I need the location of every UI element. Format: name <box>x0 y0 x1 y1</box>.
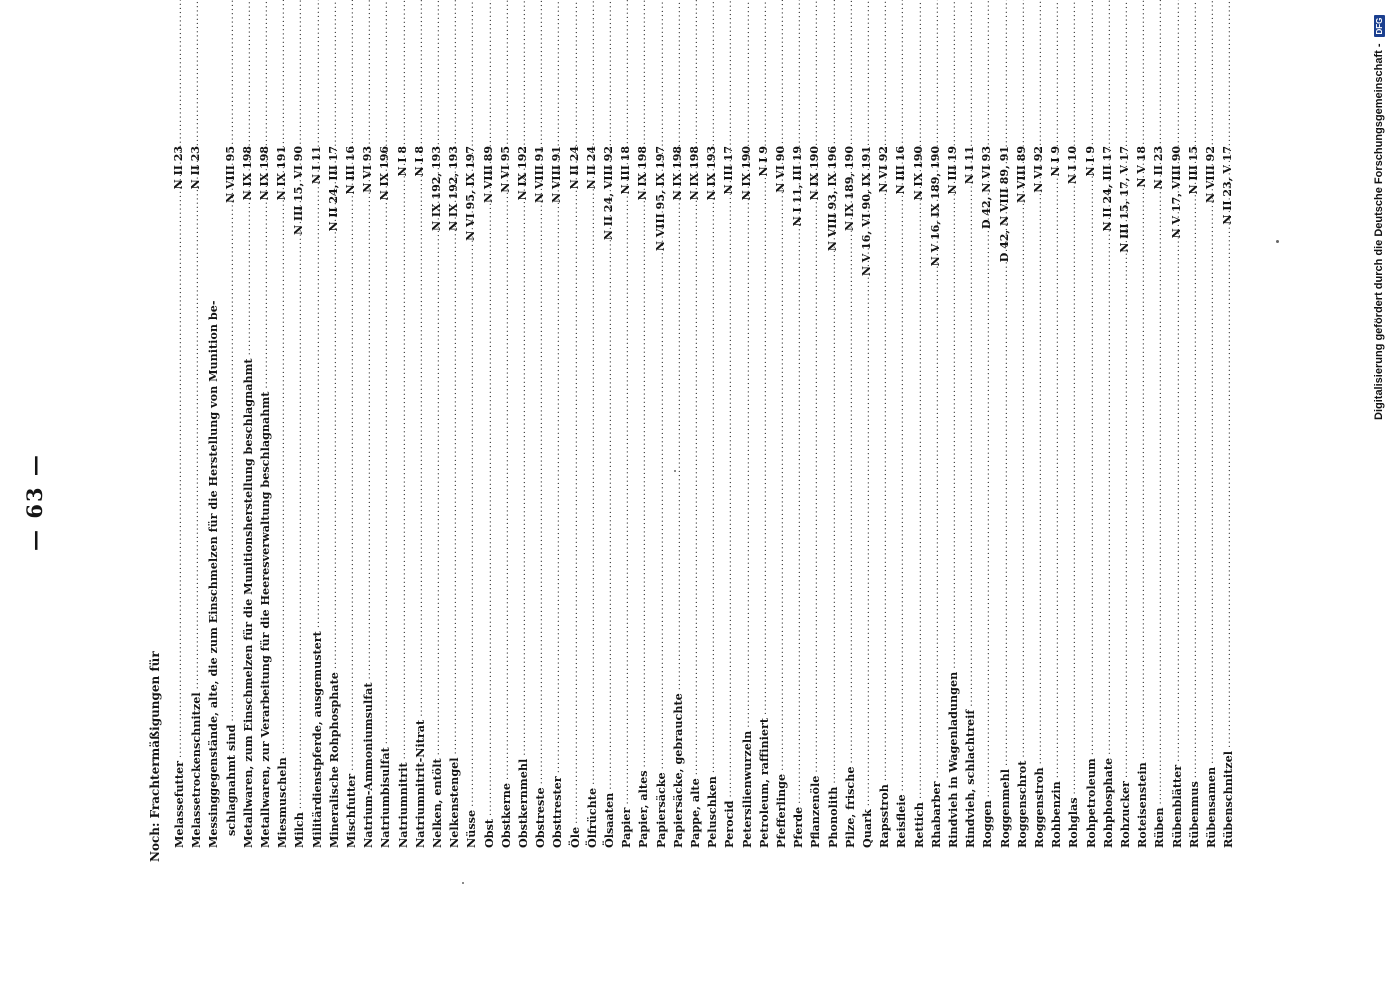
section-heading: Noch: Frachtermäßigungen für <box>148 651 162 862</box>
entry-reference: N II 24, III 17 <box>1100 146 1114 232</box>
entry-reference: N VIII 92 <box>1204 146 1217 203</box>
leader-dots <box>344 297 358 771</box>
entry-label: Phonolith <box>825 786 840 848</box>
leader-dots <box>1135 297 1149 759</box>
entry-reference: N II 23, V 17 <box>1221 146 1235 225</box>
entry-reference: N VI 93 <box>361 146 375 193</box>
leader-dots <box>705 297 719 773</box>
entry-reference: N II 24 <box>584 146 598 190</box>
entry-label: Roggen <box>980 800 995 848</box>
leader-dots <box>774 297 788 771</box>
leader-dots <box>1170 297 1184 762</box>
index-entry <box>1219 142 1235 848</box>
index-entry <box>256 142 272 848</box>
entry-label: Rhabarber <box>928 781 943 848</box>
leader-dots <box>980 297 994 797</box>
entry-reference: N VIII 89 <box>1014 146 1028 203</box>
index-entry <box>686 142 702 848</box>
leader-dots <box>826 297 840 784</box>
entry-reference: N VI 92 <box>877 146 891 193</box>
leader-dots <box>499 297 513 780</box>
index-entries <box>140 142 1280 862</box>
entry-label: Rübenmus <box>1186 781 1201 848</box>
entry-label: Papier <box>619 807 634 848</box>
rotated-page <box>22 142 1280 862</box>
entry-reference: N IX 198 <box>240 146 254 201</box>
entry-label: Obstkernmehl <box>516 758 530 848</box>
leader-dots <box>688 297 702 775</box>
entry-reference: N I 11 <box>309 146 323 185</box>
index-entry <box>669 142 685 848</box>
leader-dots <box>1152 297 1166 804</box>
index-entry <box>858 142 874 848</box>
index-entry <box>703 142 719 848</box>
index-entry <box>617 142 633 848</box>
entry-reference: N I 10 <box>1066 146 1080 185</box>
entry-label: Ölsaaten <box>602 792 616 848</box>
index-entry <box>1099 142 1115 848</box>
entry-reference: N VIII 93, IX 196 <box>825 146 839 252</box>
index-entry <box>652 142 668 848</box>
entry-reference: N V 16, VI 90, IX 191 <box>860 146 873 277</box>
index-entry <box>1082 142 1098 848</box>
leader-dots <box>464 297 478 807</box>
entry-reference: N VIII 95 <box>223 146 237 203</box>
entry-reference: N IX 189, 190 <box>842 146 856 231</box>
entry-label: Obstreste <box>533 787 548 848</box>
entry-reference: N II 24, III 17 <box>326 146 340 232</box>
entry-reference: N VIII 89 <box>481 146 495 203</box>
entry-label: Melassefutter <box>172 760 186 848</box>
index-entry <box>583 142 599 848</box>
index-entry <box>1030 142 1046 848</box>
entry-reference: N III 17 <box>722 146 736 195</box>
index-entry <box>394 142 410 848</box>
leader-dots <box>602 297 616 790</box>
entry-reference: N II 23 <box>172 146 185 190</box>
page-number: — 63 — <box>22 453 47 551</box>
leader-dots <box>654 297 668 769</box>
leader-dots <box>327 297 341 669</box>
entry-label: Natriumnitrit-Nitrat <box>412 719 427 848</box>
index-entry <box>1013 142 1029 848</box>
leader-dots <box>808 297 822 773</box>
entry-reference: N II 24 <box>567 146 581 190</box>
leader-dots <box>224 298 238 722</box>
entry-label: Petersilienwurzeln <box>739 730 754 848</box>
entry-reference: N IX 190 <box>911 146 925 201</box>
entry-reference: N I 8 <box>395 146 409 177</box>
entry-reference: N IX 192, 193 <box>430 146 443 231</box>
entry-label: Natriumnitrit <box>395 762 410 848</box>
index-entry <box>239 142 255 848</box>
index-entry <box>996 142 1012 848</box>
leader-dots <box>1015 297 1029 758</box>
entry-reference: N II 23 <box>189 146 203 190</box>
entry-label: Roggenmehl <box>997 769 1012 848</box>
index-entry <box>462 142 478 848</box>
index-entry <box>308 142 324 848</box>
entry-reference: D 42, N VI 93 <box>980 146 994 230</box>
leader-dots <box>585 297 599 785</box>
entry-label: Rettich <box>911 802 926 848</box>
index-entry <box>772 142 788 848</box>
entry-label: Metallwaren, zur Verarbeitung für die Heeresverwaltung beschlagnahmt <box>258 391 272 848</box>
entry-reference: N IX 190 <box>739 146 753 201</box>
index-entry <box>1185 142 1201 848</box>
entry-label: Rüben <box>1152 807 1167 848</box>
entry-reference: N VI 92 <box>1032 146 1045 193</box>
index-entry <box>376 142 392 848</box>
index-entry <box>170 142 186 848</box>
leader-dots <box>482 297 496 816</box>
entry-label: Nelkenstengel <box>447 757 462 848</box>
leader-dots <box>172 297 186 758</box>
leader-dots <box>1204 297 1218 764</box>
entry-label: Pilze, frische <box>842 766 857 848</box>
entry-reference: N V 18 <box>1135 146 1149 188</box>
index-entry <box>944 142 960 848</box>
index-entry <box>1116 142 1132 848</box>
index-entry <box>600 142 616 848</box>
entry-reference: N IX 198 <box>670 146 684 201</box>
entry-reference: N I 9 <box>1049 146 1063 177</box>
index-entry <box>480 142 496 848</box>
entry-reference: N I 9 <box>756 146 770 177</box>
entry-label: Messinggegenstände, alte, die zum Einschmelzen für die Herstellung von Munition be- <box>206 300 221 848</box>
leader-dots <box>1187 297 1201 778</box>
entry-reference: N IX 192 <box>516 146 529 201</box>
index-entry <box>738 142 754 848</box>
index-entry <box>1150 142 1166 848</box>
index-entry <box>910 142 926 848</box>
entry-label: Obst <box>481 818 496 848</box>
index-entry <box>1202 142 1218 848</box>
entry-label: Obsttrester <box>550 776 565 848</box>
entry-reference: N IX 193 <box>705 146 719 201</box>
entry-label: Rübensamen <box>1204 766 1218 848</box>
dfg-logo: DFG <box>1374 15 1385 38</box>
index-entry <box>892 142 908 848</box>
entry-label: Petroleum, raffiniert <box>756 717 771 848</box>
leader-dots <box>636 297 650 767</box>
entry-label: schlagnahmt sind <box>223 724 238 836</box>
entry-label: Miesmuscheln <box>275 757 290 848</box>
entry-reference: N III 15, VI 90 <box>292 146 306 235</box>
entry-label: Ölfrüchte <box>584 787 599 848</box>
print-speck <box>1276 240 1279 243</box>
leader-dots <box>1084 297 1098 755</box>
leader-dots <box>894 297 908 791</box>
index-entry <box>789 142 805 848</box>
entry-label: Nelken, entölt <box>430 758 444 848</box>
leader-dots <box>1118 297 1132 778</box>
entry-reference: N IX 198 <box>688 146 701 201</box>
leader-dots <box>1032 297 1046 764</box>
index-entry <box>273 142 289 848</box>
leader-dots <box>258 297 272 389</box>
entry-label: Milch <box>292 812 307 848</box>
leader-dots <box>998 297 1012 766</box>
entry-reference: N III 16 <box>894 146 908 195</box>
entry-label: Quark <box>860 809 874 848</box>
entry-label: Roggenschrot <box>1014 760 1029 848</box>
leader-dots <box>292 297 306 809</box>
leader-dots <box>912 297 926 799</box>
leader-dots <box>413 297 427 717</box>
entry-reference: N VIII 91 <box>550 146 564 203</box>
entry-reference: N VIII 91 <box>533 146 547 203</box>
index-entry <box>566 142 582 848</box>
leader-dots <box>533 297 547 784</box>
index-entry <box>1133 142 1149 848</box>
index-entry <box>411 142 427 848</box>
index-entry <box>824 142 840 848</box>
entry-reference: N I 9 <box>1083 146 1097 177</box>
index-entry <box>204 142 220 848</box>
index-entry <box>514 142 530 848</box>
entry-label: Rohbenzin <box>1049 781 1064 848</box>
print-speck <box>462 882 464 884</box>
entry-reference: N III 18 <box>619 146 633 195</box>
entry-label: Rübenschnitzel <box>1221 750 1236 848</box>
leader-dots <box>1221 297 1235 748</box>
leader-dots <box>275 297 289 754</box>
print-speck <box>674 470 676 472</box>
entry-reference: N IX 190 <box>808 146 822 201</box>
leader-dots <box>619 297 633 805</box>
entry-label: Rohglas <box>1066 797 1081 848</box>
leader-dots <box>963 297 977 707</box>
leader-dots <box>568 297 582 824</box>
entry-reference: N III 15, 17, V 17 <box>1118 146 1131 253</box>
leader-dots <box>241 297 255 355</box>
entry-label: Papiersäcke <box>653 772 668 848</box>
entry-reference: N VI 95, IX 197 <box>464 146 478 241</box>
entry-label: Pferde <box>791 806 806 848</box>
index-entry <box>634 142 650 848</box>
index-entry <box>445 142 461 848</box>
entry-label: Pflanzenöle <box>808 775 823 848</box>
index-entry <box>1168 142 1184 848</box>
entry-reference: N V 17, VIII 90 <box>1169 146 1183 239</box>
index-entry <box>290 142 306 848</box>
entry-reference: N III 19 <box>946 146 959 195</box>
entry-label: Pfefferlinge <box>774 773 788 848</box>
entry-label: Perocid <box>722 800 737 848</box>
leader-dots <box>671 297 685 690</box>
index-entry <box>531 142 547 848</box>
entry-reference: N II 24, VIII 92 <box>602 146 615 241</box>
index-entry <box>359 142 375 848</box>
entry-label: Rindvieh in Wagenladungen <box>946 671 960 848</box>
leader-dots <box>310 297 324 628</box>
leader-dots <box>550 297 564 773</box>
entry-label: Obstkerne <box>498 782 513 848</box>
leader-dots <box>1049 297 1063 778</box>
attribution-text: Digitalisierung gefördert durch die Deutsche Forschungsgemeinschaft - <box>1373 43 1385 420</box>
entry-label: Metallwaren, zum Einschmelzen für die Munitionsherstellung beschlagnahmt <box>240 358 255 848</box>
entry-label: Rindvieh, schlachtreif <box>963 709 978 848</box>
leader-dots <box>877 297 891 781</box>
entry-label: Natriumbisulfat <box>378 747 393 848</box>
index-entry <box>755 142 771 848</box>
leader-dots <box>378 297 392 744</box>
leader-dots <box>447 297 461 754</box>
leader-dots <box>722 297 736 798</box>
entry-reference: N II 23 <box>1152 146 1166 190</box>
index-entry <box>428 142 444 848</box>
index-entry <box>325 142 341 848</box>
entry-label: Nüsse <box>464 809 479 848</box>
index-entry <box>548 142 564 848</box>
entry-reference: N IX 191 <box>275 146 289 201</box>
leader-dots <box>1066 297 1080 794</box>
entry-label: Militärdienstpferde, ausgemustert <box>309 631 324 848</box>
entry-reference: N VI 90 <box>774 146 787 193</box>
leader-dots <box>740 297 754 728</box>
entry-label: Roggenstroh <box>1032 767 1046 848</box>
index-entry <box>187 142 203 848</box>
entry-label: Pappe, alte <box>688 778 702 848</box>
index-entry <box>927 142 943 848</box>
entry-label: Mischfutter <box>344 773 358 848</box>
entry-reference: N IX 192, 193 <box>447 146 461 231</box>
entry-reference: N V 16, IX 189, 190 <box>928 146 942 267</box>
entry-reference: N VI 95 <box>498 146 512 193</box>
index-entry <box>1047 142 1063 848</box>
leader-dots <box>396 297 410 759</box>
entry-reference: N I 11, III 19 <box>791 146 805 227</box>
index-entry <box>875 142 891 848</box>
entry-reference: N I 11 <box>963 146 977 185</box>
entry-reference: N IX 198 <box>258 146 271 201</box>
entry-label: Rohphosphate <box>1100 757 1115 848</box>
leader-dots <box>860 297 874 806</box>
entry-label: Reisfleie <box>894 794 909 848</box>
entry-label: Rohzucker <box>1118 781 1132 848</box>
leader-dots <box>929 297 943 779</box>
entry-reference: N I 8 <box>412 146 426 177</box>
index-entry <box>978 142 994 848</box>
entry-reference: N IX 198 <box>636 146 650 201</box>
index-entry <box>841 142 857 848</box>
entry-label: Natrium-Ammoniumsulfat <box>361 682 376 848</box>
entry-label: Peluschken <box>705 776 720 848</box>
leader-dots <box>791 297 805 804</box>
leader-dots <box>757 297 771 715</box>
index-entry <box>806 142 822 848</box>
leader-dots <box>361 298 375 680</box>
entry-reference: N VIII 95, IX 197 <box>653 146 667 252</box>
entry-label: Öle <box>567 826 582 848</box>
index-entry <box>342 142 358 848</box>
leader-dots <box>430 297 444 755</box>
attribution <box>1368 0 1390 420</box>
entry-label: Rübenblätter <box>1169 764 1184 848</box>
leader-dots <box>1101 297 1115 755</box>
index-entry <box>961 142 977 848</box>
leader-dots <box>189 297 203 689</box>
entry-label: Melassetrockenschnitzel <box>189 692 204 848</box>
index-entry <box>1064 142 1080 848</box>
leader-dots <box>516 297 530 756</box>
index-entry <box>720 142 736 848</box>
entry-label: Rapsstroh <box>877 784 892 848</box>
entry-label: Rohpetroleum <box>1083 758 1098 848</box>
entry-label: Papier, altes <box>636 770 651 848</box>
entry-reference: D 42, N VIII 89, 91 <box>997 146 1011 263</box>
entry-reference: N IX 196 <box>378 146 392 201</box>
index-entry <box>497 142 513 848</box>
entry-label: Roteisenstein <box>1135 762 1150 848</box>
leader-dots <box>946 297 960 669</box>
entry-reference: N III 15 <box>1186 146 1200 195</box>
entry-label: Mineralische Rohphosphate <box>326 672 341 848</box>
entry-label: Papiersäcke, gebrauchte <box>670 693 685 848</box>
entry-reference: N III 16 <box>344 146 357 195</box>
leader-dots <box>843 298 857 764</box>
index-entry <box>222 142 238 848</box>
